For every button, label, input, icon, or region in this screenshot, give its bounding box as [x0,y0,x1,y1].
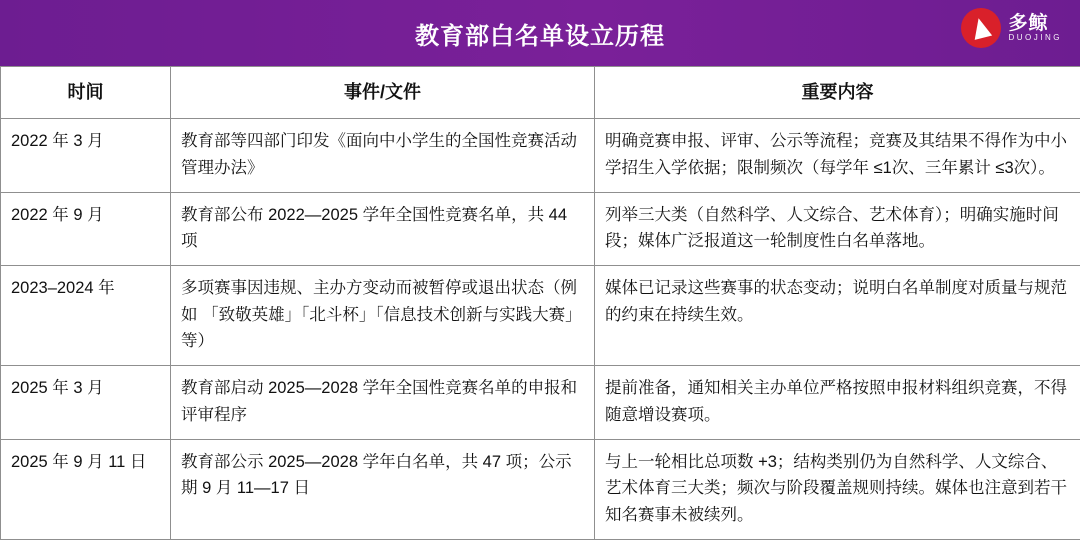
brand-name-en: DUOJING [1009,34,1063,42]
column-header-event: 事件/文件 [171,67,595,119]
column-header-time: 时间 [1,67,171,119]
cell-time: 2023–2024 年 [1,266,171,366]
header-banner [0,0,1080,66]
cell-time: 2025 年 9 月 11 日 [1,439,171,539]
column-header-content: 重要内容 [595,67,1080,119]
table-header-row [1,67,1080,119]
cell-time: 2022 年 9 月 [1,192,171,265]
timeline-table [0,66,1080,540]
cell-event: 多项赛事因违规、主办方变动而被暂停或退出状态（例如 「致敬英雄」「北斗杯」「信息技术创新与实践大赛」等） [171,266,595,366]
cell-content: 列举三大类（自然科学、人文综合、艺术体育）；明确实施时间段；媒体广泛报道这一轮制度性白名单落地。 [595,192,1080,265]
cell-event: 教育部公布 2022—2025 学年全国性竞赛名单，共 44 项 [171,192,595,265]
cell-time: 2022 年 3 月 [1,119,171,192]
table-row [1,192,1080,265]
table-row [1,366,1080,439]
cell-content: 与上一轮相比总项数 +3；结构类别仍为自然科学、人文综合、艺术体育三大类；频次与阶段覆盖规则持续。媒体也注意到若干知名赛事未被续列。 [595,439,1080,539]
cell-content: 提前准备，通知相关主办单位严格按照申报材料组织竞赛，不得随意增设赛项。 [595,366,1080,439]
whale-icon [961,8,1001,48]
table-row [1,266,1080,366]
cell-event: 教育部等四部门印发《面向中小学生的全国性竞赛活动管理办法》 [171,119,595,192]
page-title: 教育部白名单设立历程 [415,16,665,51]
cell-event: 教育部公示 2025—2028 学年白名单，共 47 项；公示期 9 月 11—17 日 [171,439,595,539]
cell-event: 教育部启动 2025—2028 学年全国性竞赛名单的申报和评审程序 [171,366,595,439]
brand-text [1009,14,1063,42]
brand-name-cn: 多鲸 [1009,14,1063,34]
cell-content: 明确竞赛申报、评审、公示等流程；竞赛及其结果不得作为中小学招生入学依据；限制频次（每学年 ≤1次、三年累计 ≤3次）。 [595,119,1080,192]
table-row [1,119,1080,192]
cell-time: 2025 年 3 月 [1,366,171,439]
cell-content: 媒体已记录这些赛事的状态变动；说明白名单制度对质量与规范的约束在持续生效。 [595,266,1080,366]
table-row [1,439,1080,539]
brand-logo [961,8,1063,48]
